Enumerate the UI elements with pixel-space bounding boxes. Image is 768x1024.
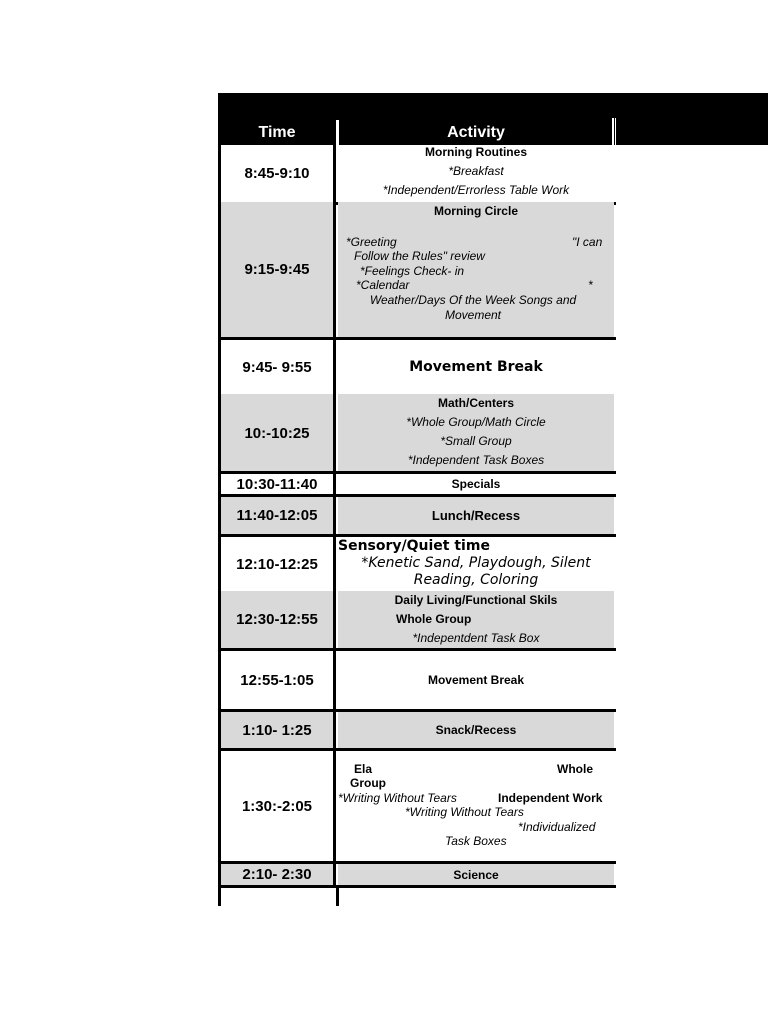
activity-title: Movement Break [427, 673, 525, 687]
activity-line: *Feelings Check- in [360, 264, 465, 278]
activity-cell [338, 474, 614, 494]
time-cell: 9:15-9:45 [218, 202, 336, 337]
activity-title: Snack/Recess [435, 723, 517, 737]
table-row [218, 537, 616, 591]
time-cell: 9:45- 9:55 [218, 340, 336, 394]
activity-item: Reading, Coloring [413, 572, 539, 588]
activity-title: Math/Centers [437, 396, 514, 410]
activity-line: *Calendar [356, 278, 410, 292]
activity-line: *Greeting [346, 235, 397, 249]
activity-line: Ela [354, 762, 373, 776]
activity-cell [338, 537, 614, 591]
activity-line: "I can [572, 235, 603, 249]
activity-item: *Kenetic Sand, Playdough, Silent [361, 555, 591, 571]
header-divider [336, 120, 339, 145]
activity-title: Science [453, 867, 499, 882]
activity-line: *Writing Without Tears [338, 791, 457, 805]
row-divider [218, 885, 616, 888]
table-row [218, 340, 616, 394]
activity-cell [338, 591, 614, 648]
table-border [336, 887, 339, 906]
time-cell: 1:10- 1:25 [218, 712, 336, 748]
activity-title: Movement Break [409, 359, 543, 375]
time-cell: 12:55-1:05 [218, 651, 336, 709]
table-row [218, 864, 616, 885]
table-row [218, 394, 616, 472]
activity-cell [338, 145, 614, 202]
activity-title: Specials [451, 477, 501, 491]
header-divider [612, 118, 614, 145]
activity-cell [338, 651, 614, 709]
activity-line: *Writing Without Tears [405, 805, 524, 819]
activity-cell [338, 394, 614, 472]
time-cell: 2:10- 2:30 [218, 864, 336, 885]
table-row [218, 474, 616, 494]
header-divider [615, 118, 616, 145]
activity-item: *Small Group [440, 434, 512, 448]
activity-line: Independent Work [498, 791, 603, 805]
table-border [218, 887, 221, 906]
activity-line: Movement [444, 308, 502, 322]
time-cell: 11:40-12:05 [218, 497, 336, 534]
time-cell: 12:30-12:55 [218, 591, 336, 648]
time-cell: 8:45-9:10 [218, 145, 336, 202]
table-row [218, 751, 616, 861]
time-cell: 10:-10:25 [218, 394, 336, 472]
activity-line: Weather/Days Of the Week Songs and [369, 293, 577, 307]
time-cell: 1:30:-2:05 [218, 751, 336, 861]
activity-cell [338, 864, 614, 885]
activity-title: Lunch/Recess [431, 508, 521, 523]
activity-item: *Indepentdent Task Box [412, 631, 540, 645]
activity-line: *Individualized [518, 820, 596, 834]
table-row [218, 145, 616, 202]
activity-title: Sensory/Quiet time [338, 538, 490, 554]
table-row [218, 651, 616, 709]
activity-title: Morning Routines [425, 145, 527, 159]
activity-item: *Whole Group/Math Circle [406, 415, 546, 429]
table-row [218, 712, 616, 748]
table-row [218, 497, 616, 534]
activity-line: Whole [557, 762, 593, 776]
activity-line: * [588, 278, 593, 292]
activity-line: Follow the Rules" review [354, 249, 485, 263]
activity-cell [338, 751, 614, 861]
activity-cell [338, 712, 614, 748]
time-cell: 12:10-12:25 [218, 537, 336, 591]
table-row [218, 202, 616, 337]
activity-line: Group [350, 776, 386, 790]
activity-cell [338, 497, 614, 534]
activity-title: Morning Circle [433, 204, 518, 218]
activity-item: *Independent/Errorless Table Work [382, 183, 570, 197]
column-header-activity: Activity [447, 123, 505, 141]
activity-cell [338, 340, 614, 394]
time-cell: 10:30-11:40 [218, 474, 336, 494]
activity-item: *Independent Task Boxes [407, 453, 545, 467]
activity-cell [338, 202, 614, 337]
column-header-time: Time [258, 123, 296, 141]
table-row [218, 591, 616, 648]
activity-line: Task Boxes [445, 834, 507, 848]
activity-subtitle: Whole Group [396, 612, 472, 626]
activity-title: Daily Living/Functional Skils [394, 593, 558, 607]
activity-item: *Breakfast [448, 164, 504, 178]
